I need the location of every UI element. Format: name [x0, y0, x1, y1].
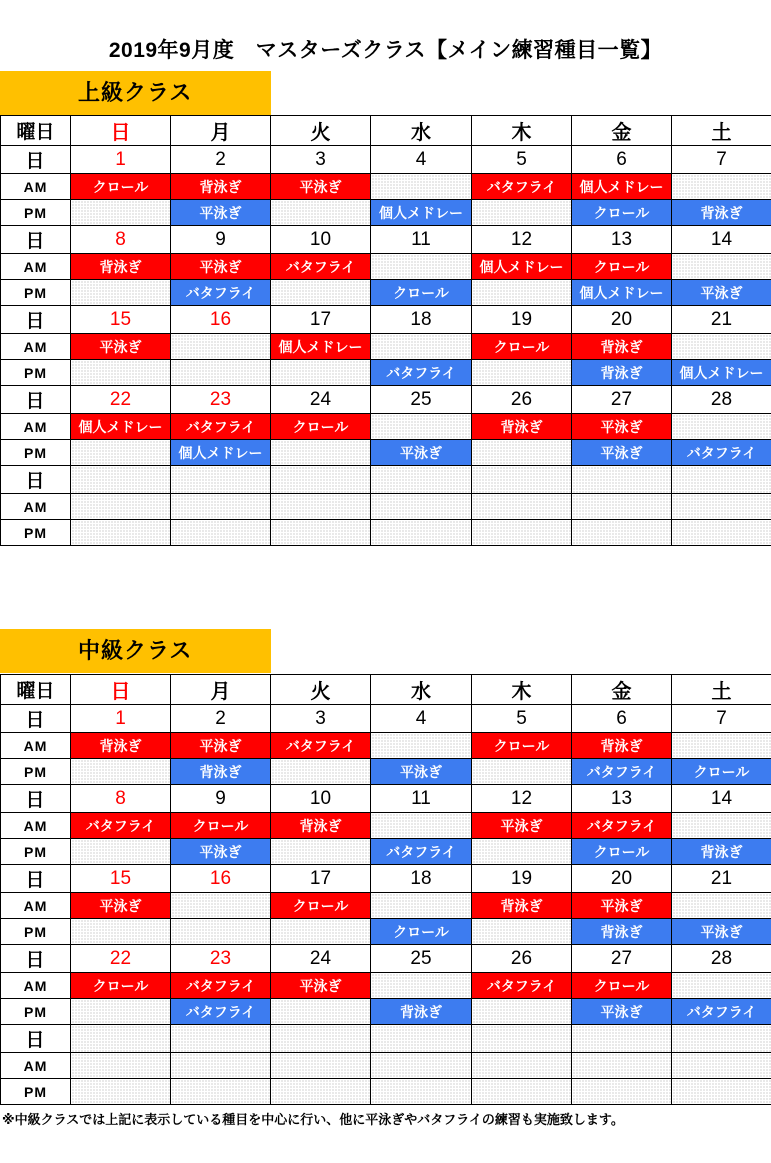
date-cell: 11 [371, 785, 472, 813]
am-stroke-cell: 平泳ぎ [271, 174, 371, 200]
am-stroke-cell [672, 414, 771, 440]
am-stroke-cell [672, 334, 771, 360]
date-cell [171, 466, 271, 494]
am-row [1, 174, 771, 200]
weekday-cell: 日 [71, 116, 171, 146]
pm-stroke-cell [371, 1079, 472, 1105]
date-cell: 10 [271, 226, 371, 254]
date-label: 日 [1, 386, 71, 414]
date-cell: 26 [472, 386, 572, 414]
am-stroke-cell: クロール [572, 254, 672, 280]
am-stroke-cell: バタフライ [572, 813, 672, 839]
weekday-cell: 土 [672, 675, 771, 705]
date-row [1, 865, 771, 893]
am-stroke-cell [672, 174, 771, 200]
pm-stroke-cell: 個人メドレー [572, 280, 672, 306]
pm-stroke-cell [71, 919, 171, 945]
date-cell [572, 466, 672, 494]
pm-stroke-cell [271, 999, 371, 1025]
pm-stroke-cell [271, 360, 371, 386]
footnote: ※中級クラスでは上記に表示している種目を中心に行い、他に平泳ぎやバタフライの練習も実施致します。 [2, 1112, 624, 1127]
date-cell: 3 [271, 705, 371, 733]
am-stroke-cell [371, 334, 472, 360]
am-row [1, 893, 771, 919]
pm-stroke-cell: 平泳ぎ [672, 280, 771, 306]
am-stroke-cell: 平泳ぎ [572, 893, 672, 919]
pm-stroke-cell [71, 999, 171, 1025]
weekday-cell: 火 [271, 675, 371, 705]
date-cell: 17 [271, 306, 371, 334]
date-cell: 19 [472, 306, 572, 334]
date-cell: 4 [371, 705, 472, 733]
date-label: 日 [1, 785, 71, 813]
weekday-label: 曜日 [1, 675, 71, 705]
pm-stroke-cell: 背泳ぎ [672, 839, 771, 865]
date-cell: 6 [572, 705, 672, 733]
am-stroke-cell [171, 893, 271, 919]
pm-label: PM [1, 280, 71, 306]
am-stroke-cell: 平泳ぎ [271, 973, 371, 999]
am-stroke-cell [371, 494, 472, 520]
weekday-cell: 水 [371, 116, 472, 146]
pm-stroke-cell: クロール [572, 839, 672, 865]
date-row [1, 146, 771, 174]
am-stroke-cell [171, 334, 271, 360]
pm-stroke-cell [472, 520, 572, 546]
pm-label: PM [1, 759, 71, 785]
date-cell: 11 [371, 226, 472, 254]
am-label: AM [1, 174, 71, 200]
date-cell: 12 [472, 226, 572, 254]
date-cell: 21 [672, 306, 771, 334]
date-cell: 27 [572, 945, 672, 973]
date-cell [472, 466, 572, 494]
am-stroke-cell: 個人メドレー [472, 254, 572, 280]
am-stroke-cell [672, 813, 771, 839]
am-stroke-cell: 平泳ぎ [171, 733, 271, 759]
pm-stroke-cell [672, 520, 771, 546]
date-cell: 28 [672, 386, 771, 414]
am-stroke-cell [672, 254, 771, 280]
pm-stroke-cell [472, 200, 572, 226]
date-cell: 14 [672, 785, 771, 813]
date-cell: 3 [271, 146, 371, 174]
date-cell: 19 [472, 865, 572, 893]
pm-stroke-cell [472, 759, 572, 785]
date-label: 日 [1, 945, 71, 973]
pm-stroke-cell [472, 440, 572, 466]
date-row [1, 306, 771, 334]
date-cell: 25 [371, 945, 472, 973]
pm-stroke-cell [271, 839, 371, 865]
pm-stroke-cell: 背泳ぎ [171, 759, 271, 785]
am-stroke-cell: 背泳ぎ [71, 733, 171, 759]
am-stroke-cell: 平泳ぎ [472, 813, 572, 839]
date-label: 日 [1, 466, 71, 494]
am-label: AM [1, 813, 71, 839]
am-stroke-cell: クロール [472, 733, 572, 759]
weekday-header-row [1, 675, 771, 705]
am-row [1, 733, 771, 759]
date-cell [71, 466, 171, 494]
am-stroke-cell [371, 254, 472, 280]
pm-stroke-cell [71, 360, 171, 386]
pm-stroke-cell: バタフライ [371, 839, 472, 865]
date-cell: 23 [171, 386, 271, 414]
pm-row [1, 520, 771, 546]
schedule-table-advanced [0, 115, 771, 546]
date-row [1, 705, 771, 733]
pm-stroke-cell: クロール [371, 280, 472, 306]
pm-row [1, 360, 771, 386]
pm-stroke-cell: バタフライ [171, 280, 271, 306]
pm-stroke-cell: 平泳ぎ [672, 919, 771, 945]
date-cell: 6 [572, 146, 672, 174]
am-row [1, 414, 771, 440]
am-label: AM [1, 973, 71, 999]
pm-stroke-cell [472, 280, 572, 306]
am-stroke-cell: バタフライ [171, 414, 271, 440]
am-stroke-cell: 背泳ぎ [472, 414, 572, 440]
am-stroke-cell: クロール [271, 414, 371, 440]
pm-label: PM [1, 919, 71, 945]
am-stroke-cell: バタフライ [271, 254, 371, 280]
date-cell: 14 [672, 226, 771, 254]
pm-stroke-cell [271, 919, 371, 945]
date-row [1, 1025, 771, 1053]
pm-stroke-cell [171, 1079, 271, 1105]
date-cell [572, 1025, 672, 1053]
date-label: 日 [1, 226, 71, 254]
am-row [1, 813, 771, 839]
am-stroke-cell: 平泳ぎ [71, 893, 171, 919]
page-title: 2019年9月度 マスターズクラス【メイン練習種目一覧】 [108, 39, 663, 62]
pm-stroke-cell: クロール [371, 919, 472, 945]
am-stroke-cell [672, 494, 771, 520]
date-cell: 20 [572, 306, 672, 334]
date-cell: 9 [171, 785, 271, 813]
am-stroke-cell [672, 973, 771, 999]
am-label: AM [1, 494, 71, 520]
am-stroke-cell: クロール [572, 973, 672, 999]
date-cell: 21 [672, 865, 771, 893]
pm-stroke-cell: 背泳ぎ [572, 919, 672, 945]
date-cell: 12 [472, 785, 572, 813]
am-stroke-cell: クロール [71, 973, 171, 999]
am-stroke-cell [271, 494, 371, 520]
pm-stroke-cell [71, 280, 171, 306]
am-stroke-cell [572, 494, 672, 520]
date-cell [472, 1025, 572, 1053]
pm-stroke-cell [472, 919, 572, 945]
date-cell: 13 [572, 785, 672, 813]
am-row [1, 1053, 771, 1079]
date-cell: 10 [271, 785, 371, 813]
pm-stroke-cell [71, 440, 171, 466]
date-cell [171, 1025, 271, 1053]
pm-stroke-cell: クロール [572, 200, 672, 226]
pm-stroke-cell [371, 520, 472, 546]
am-stroke-cell [371, 813, 472, 839]
date-cell: 18 [371, 865, 472, 893]
date-cell: 4 [371, 146, 472, 174]
pm-stroke-cell: 背泳ぎ [672, 200, 771, 226]
am-stroke-cell [71, 494, 171, 520]
date-cell: 15 [71, 306, 171, 334]
schedule-table-intermediate [0, 674, 771, 1105]
am-stroke-cell [371, 973, 472, 999]
date-label: 日 [1, 865, 71, 893]
class-header-intermediate: 中級クラス [0, 629, 271, 673]
am-stroke-cell [371, 414, 472, 440]
weekday-cell: 日 [71, 675, 171, 705]
pm-stroke-cell [271, 440, 371, 466]
pm-row [1, 280, 771, 306]
date-cell: 7 [672, 146, 771, 174]
am-stroke-cell [171, 494, 271, 520]
weekday-cell: 水 [371, 675, 472, 705]
pm-stroke-cell [71, 839, 171, 865]
pm-stroke-cell: 背泳ぎ [572, 360, 672, 386]
pm-row [1, 919, 771, 945]
pm-stroke-cell: バタフライ [171, 999, 271, 1025]
date-cell: 28 [672, 945, 771, 973]
date-cell: 18 [371, 306, 472, 334]
weekday-cell: 月 [171, 675, 271, 705]
pm-stroke-cell: 平泳ぎ [572, 999, 672, 1025]
pm-stroke-cell: 平泳ぎ [371, 759, 472, 785]
date-cell [371, 1025, 472, 1053]
am-stroke-cell: クロール [472, 334, 572, 360]
weekday-cell: 土 [672, 116, 771, 146]
date-cell: 2 [171, 705, 271, 733]
am-stroke-cell: クロール [171, 813, 271, 839]
pm-row [1, 759, 771, 785]
am-label: AM [1, 334, 71, 360]
pm-stroke-cell: 個人メドレー [371, 200, 472, 226]
date-cell: 5 [472, 146, 572, 174]
pm-stroke-cell [71, 200, 171, 226]
weekday-cell: 金 [572, 116, 672, 146]
pm-stroke-cell [71, 1079, 171, 1105]
date-cell: 5 [472, 705, 572, 733]
date-cell: 24 [271, 386, 371, 414]
date-cell: 16 [171, 865, 271, 893]
pm-label: PM [1, 839, 71, 865]
pm-stroke-cell [472, 839, 572, 865]
pm-stroke-cell: バタフライ [672, 999, 771, 1025]
date-cell [672, 466, 771, 494]
date-cell: 25 [371, 386, 472, 414]
date-cell: 26 [472, 945, 572, 973]
am-row [1, 494, 771, 520]
am-stroke-cell [572, 1053, 672, 1079]
date-cell: 13 [572, 226, 672, 254]
am-stroke-cell: バタフライ [472, 174, 572, 200]
date-row [1, 785, 771, 813]
am-stroke-cell [171, 1053, 271, 1079]
date-cell [672, 1025, 771, 1053]
am-label: AM [1, 254, 71, 280]
am-stroke-cell: バタフライ [171, 973, 271, 999]
am-stroke-cell: 個人メドレー [71, 414, 171, 440]
date-cell: 8 [71, 226, 171, 254]
pm-stroke-cell: 平泳ぎ [371, 440, 472, 466]
am-row [1, 973, 771, 999]
date-cell: 1 [71, 146, 171, 174]
pm-stroke-cell [171, 520, 271, 546]
weekday-label: 曜日 [1, 116, 71, 146]
pm-stroke-cell: バタフライ [572, 759, 672, 785]
pm-row [1, 1079, 771, 1105]
pm-label: PM [1, 999, 71, 1025]
am-label: AM [1, 733, 71, 759]
pm-stroke-cell [572, 1079, 672, 1105]
date-cell: 23 [171, 945, 271, 973]
date-cell: 16 [171, 306, 271, 334]
pm-row [1, 200, 771, 226]
date-row [1, 945, 771, 973]
pm-row [1, 999, 771, 1025]
pm-stroke-cell [572, 520, 672, 546]
date-cell [71, 1025, 171, 1053]
pm-stroke-cell: 個人メドレー [171, 440, 271, 466]
am-stroke-cell [271, 1053, 371, 1079]
am-stroke-cell: 背泳ぎ [171, 174, 271, 200]
date-cell: 24 [271, 945, 371, 973]
am-stroke-cell: バタフライ [472, 973, 572, 999]
am-stroke-cell: バタフライ [71, 813, 171, 839]
date-cell: 27 [572, 386, 672, 414]
date-row [1, 466, 771, 494]
am-stroke-cell: クロール [271, 893, 371, 919]
date-cell: 1 [71, 705, 171, 733]
date-cell: 8 [71, 785, 171, 813]
date-cell: 22 [71, 945, 171, 973]
am-stroke-cell [672, 893, 771, 919]
am-stroke-cell [371, 174, 472, 200]
am-label: AM [1, 414, 71, 440]
pm-stroke-cell: 平泳ぎ [171, 839, 271, 865]
am-stroke-cell [371, 893, 472, 919]
pm-stroke-cell: クロール [672, 759, 771, 785]
am-stroke-cell: バタフライ [271, 733, 371, 759]
am-row [1, 334, 771, 360]
am-stroke-cell: クロール [71, 174, 171, 200]
class-header-advanced: 上級クラス [0, 71, 271, 115]
date-label: 日 [1, 306, 71, 334]
am-stroke-cell: 個人メドレー [271, 334, 371, 360]
am-label: AM [1, 1053, 71, 1079]
pm-label: PM [1, 200, 71, 226]
am-stroke-cell [71, 1053, 171, 1079]
date-cell: 17 [271, 865, 371, 893]
pm-stroke-cell [171, 919, 271, 945]
am-stroke-cell [472, 494, 572, 520]
am-stroke-cell: 平泳ぎ [572, 414, 672, 440]
am-stroke-cell [672, 1053, 771, 1079]
date-cell: 9 [171, 226, 271, 254]
am-stroke-cell [672, 733, 771, 759]
am-stroke-cell: 個人メドレー [572, 174, 672, 200]
pm-stroke-cell: 平泳ぎ [572, 440, 672, 466]
pm-stroke-cell [271, 200, 371, 226]
pm-stroke-cell: バタフライ [371, 360, 472, 386]
pm-stroke-cell [71, 520, 171, 546]
weekday-header-row [1, 116, 771, 146]
am-label: AM [1, 893, 71, 919]
pm-stroke-cell [171, 360, 271, 386]
am-stroke-cell: 平泳ぎ [71, 334, 171, 360]
weekday-cell: 火 [271, 116, 371, 146]
pm-stroke-cell [672, 1079, 771, 1105]
pm-stroke-cell [271, 280, 371, 306]
pm-stroke-cell [472, 360, 572, 386]
pm-stroke-cell [271, 1079, 371, 1105]
weekday-cell: 木 [472, 675, 572, 705]
am-stroke-cell: 背泳ぎ [472, 893, 572, 919]
am-stroke-cell: 背泳ぎ [572, 733, 672, 759]
date-label: 日 [1, 146, 71, 174]
pm-stroke-cell [472, 999, 572, 1025]
pm-stroke-cell: 背泳ぎ [371, 999, 472, 1025]
date-cell: 15 [71, 865, 171, 893]
date-cell: 20 [572, 865, 672, 893]
am-stroke-cell: 背泳ぎ [271, 813, 371, 839]
weekday-cell: 金 [572, 675, 672, 705]
pm-label: PM [1, 1079, 71, 1105]
pm-stroke-cell [472, 1079, 572, 1105]
pm-stroke-cell: 個人メドレー [672, 360, 771, 386]
pm-label: PM [1, 520, 71, 546]
date-row [1, 386, 771, 414]
date-label: 日 [1, 1025, 71, 1053]
pm-stroke-cell [271, 520, 371, 546]
weekday-cell: 木 [472, 116, 572, 146]
date-cell: 7 [672, 705, 771, 733]
date-cell [271, 466, 371, 494]
pm-stroke-cell [271, 759, 371, 785]
pm-label: PM [1, 440, 71, 466]
pm-label: PM [1, 360, 71, 386]
am-row [1, 254, 771, 280]
pm-stroke-cell: 平泳ぎ [171, 200, 271, 226]
pm-row [1, 440, 771, 466]
pm-row [1, 839, 771, 865]
am-stroke-cell: 背泳ぎ [71, 254, 171, 280]
am-stroke-cell [371, 733, 472, 759]
pm-stroke-cell [71, 759, 171, 785]
date-cell: 2 [171, 146, 271, 174]
am-stroke-cell [472, 1053, 572, 1079]
am-stroke-cell: 平泳ぎ [171, 254, 271, 280]
date-cell: 22 [71, 386, 171, 414]
date-label: 日 [1, 705, 71, 733]
date-cell [371, 466, 472, 494]
date-row [1, 226, 771, 254]
date-cell [271, 1025, 371, 1053]
pm-stroke-cell: バタフライ [672, 440, 771, 466]
am-stroke-cell [371, 1053, 472, 1079]
weekday-cell: 月 [171, 116, 271, 146]
am-stroke-cell: 背泳ぎ [572, 334, 672, 360]
